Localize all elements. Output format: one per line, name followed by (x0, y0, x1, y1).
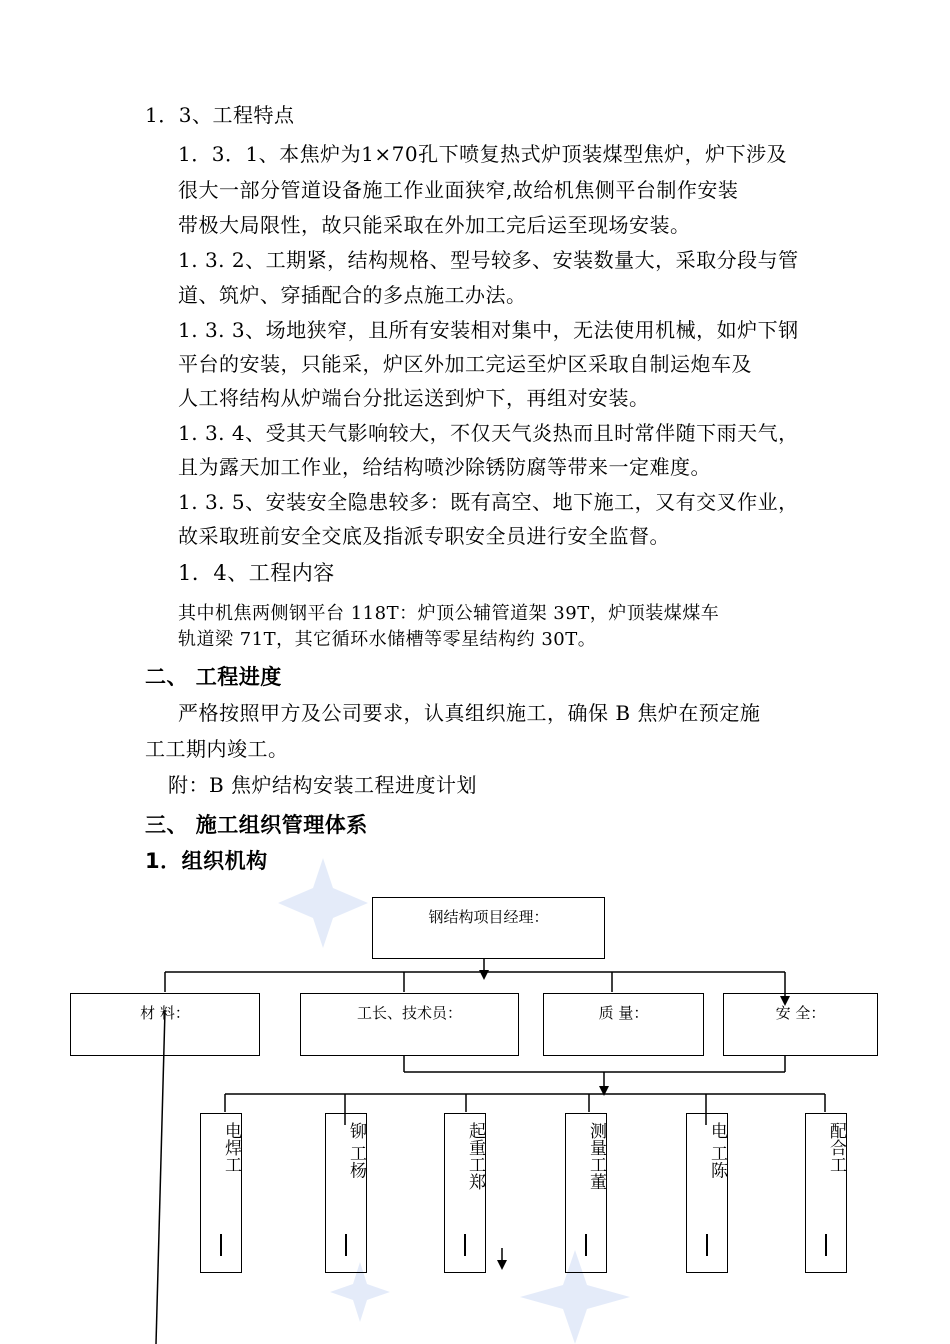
paragraph-line: 人工将结构从炉端台分批运送到炉下，再组对安装。 (178, 386, 650, 410)
org-box-safety (723, 993, 878, 1056)
paragraph-line: 1. 3. 3、场地狭窄，且所有安装相对集中，无法使用机械，如炉下钢 (178, 318, 799, 342)
divider (345, 1234, 347, 1256)
paragraph-line: 1．3．1、本焦炉为1×70孔下喷复热式炉顶装煤型焦炉，炉下涉及 (178, 142, 788, 166)
divider (220, 1234, 222, 1256)
divider (825, 1234, 827, 1256)
org-box-vertical-label: 铆 工杨 (346, 1122, 366, 1179)
org-box-riveter (325, 1113, 367, 1273)
paragraph-line: 带极大局限性，故只能采取在外加工完后运至现场安装。 (178, 213, 691, 237)
org-box-rigger (444, 1113, 486, 1273)
paragraph-line: 严格按照甲方及公司要求，认真组织施工，确保 B 焦炉在预定施 (178, 701, 761, 725)
org-box-foreman-technician (300, 993, 519, 1056)
org-box-vertical-label: 电焊工 (221, 1122, 241, 1173)
paragraph-line: 1. 3. 2、工期紧，结构规格、型号较多、安装数量大，采取分段与管 (178, 248, 799, 272)
org-box-welder (200, 1113, 242, 1273)
org-box-label: 安 全： (775, 1004, 826, 1022)
paragraph-line: 轨道梁 71T，其它循环水储槽等零星结构约 30T。 (178, 629, 597, 650)
paragraph-line: 故采取班前安全交底及指派专职安全员进行安全监督。 (178, 524, 670, 548)
section-3-heading: 三、 施工组织管理体系 (145, 813, 368, 837)
org-box-helper (805, 1113, 847, 1273)
divider (585, 1234, 587, 1256)
org-box-vertical-label: 配合工 (826, 1122, 846, 1173)
org-box-project-manager (372, 897, 605, 959)
paragraph-line: 平台的安装，只能采，炉区外加工完运至炉区采取自制运炮车及 (178, 352, 752, 376)
section-3-subheading: 1．组织机构 (145, 849, 268, 873)
org-box-label: 钢结构项目经理： (428, 908, 549, 926)
org-box-vertical-label: 测量工董 (586, 1122, 606, 1190)
divider (464, 1234, 466, 1256)
appendix-note: 附：B 焦炉结构安装工程进度计划 (168, 773, 478, 797)
org-box-label: 材 料： (140, 1004, 190, 1022)
org-box-label: 工长、技术员： (356, 1004, 462, 1022)
paragraph-line: 1. 3. 4、受其天气影响较大，不仅天气炎热而且时常伴随下雨天气， (178, 421, 799, 445)
paragraph-line: 其中机焦两侧钢平台 118T：炉顶公辅管道架 39T，炉顶装煤煤车 (178, 603, 720, 624)
divider (706, 1234, 708, 1256)
paragraph-line: 很大一部分管道设备施工作业面狭窄,故给机焦侧平台制作安装 (178, 178, 739, 202)
org-box-materials (70, 993, 260, 1056)
paragraph-line: 且为露天加工作业，给结构喷沙除锈防腐等带来一定难度。 (178, 455, 711, 479)
org-box-quality (543, 993, 704, 1056)
org-box-label: 质 量： (598, 1004, 649, 1022)
paragraph-line: 工工期内竣工。 (145, 737, 289, 761)
paragraph-line: 道、筑炉、穿插配合的多点施工办法。 (178, 283, 527, 307)
section-2-heading: 二、 工程进度 (145, 665, 282, 689)
org-box-vertical-label: 起重工郑 (465, 1122, 485, 1190)
section-1-3-heading: 1．3、工程特点 (145, 103, 295, 127)
org-box-vertical-label: 电 工陈 (707, 1122, 727, 1179)
section-1-4-heading: 1．4、工程内容 (178, 561, 335, 585)
org-box-electrician (686, 1113, 728, 1273)
org-box-surveyor (565, 1113, 607, 1273)
paragraph-line: 1. 3. 5、安装安全隐患较多：既有高空、地下施工，又有交叉作业， (178, 490, 799, 514)
